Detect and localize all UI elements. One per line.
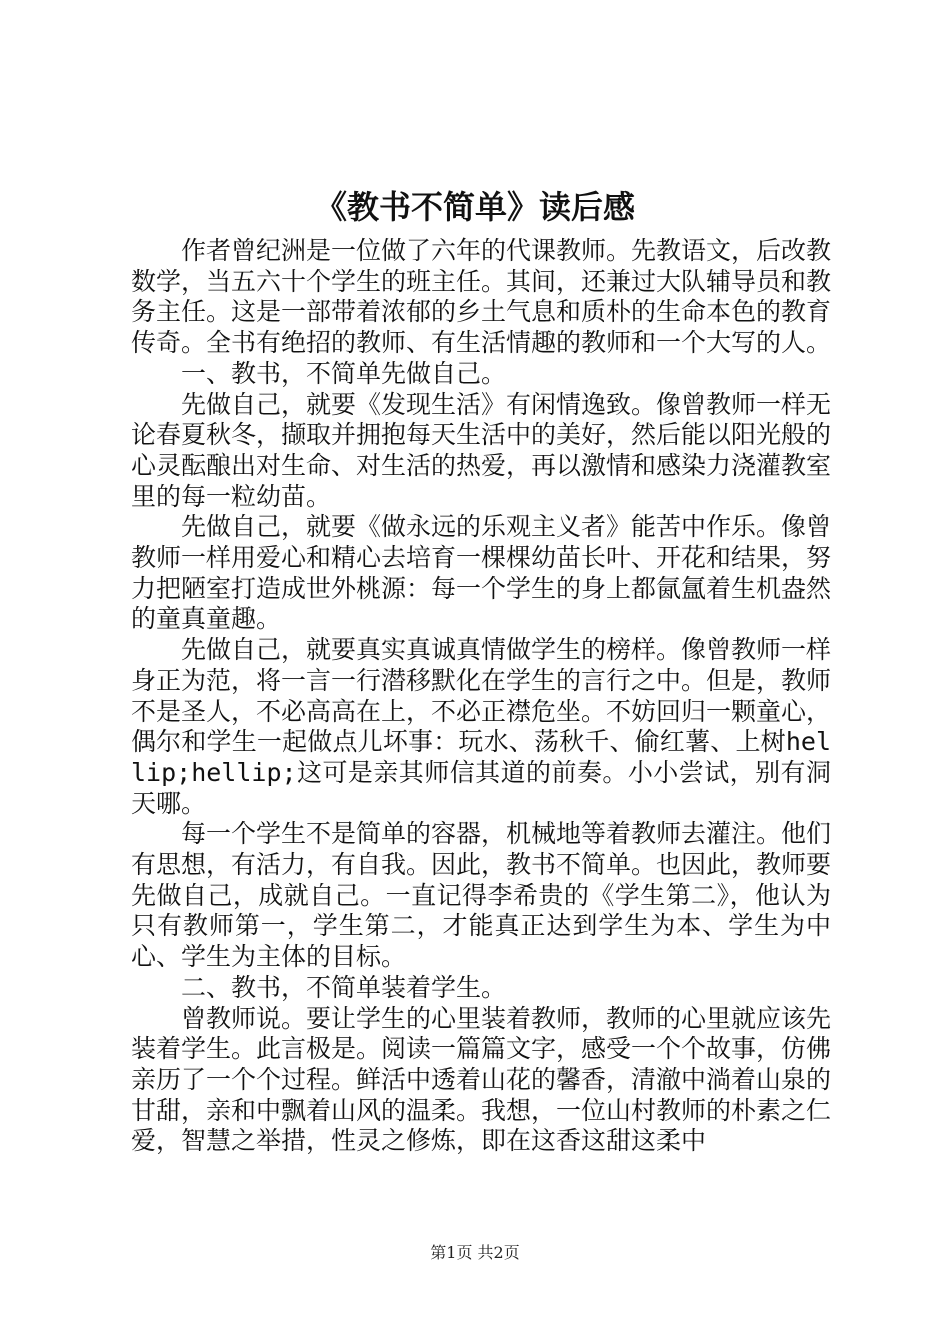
paragraph: 曾教师说。要让学生的心里装着教师，教师的心里就应该先装着学生。此言极是。阅读一篇篇文字，感受一个个故事，仿佛亲历了一个个过程。鲜活中透着山花的馨香，清澈中淌着山泉的甘甜，亲和中飘着山风的温柔。我想，一位山村教师的朴素之仁爱，智慧之举措，性灵之修炼，即在这香这甜这柔中	[131, 1003, 832, 1156]
section-heading: 二、教书，不简单装着学生。	[181, 972, 507, 1002]
document-body	[131, 236, 831, 1157]
page-number-footer: 第1页 共2页	[430, 1243, 520, 1262]
paragraph: 作者曾纪洲是一位做了六年的代课教师。先教语文，后改教数学，当五六十个学生的班主任。其间，还兼过大队辅导员和教务主任。这是一部带着浓郁的乡土气息和质朴的生命本色的教育传奇。全书有绝招的教师、有生活情趣的教师和一个大写的人。	[131, 236, 832, 358]
paragraph: 每一个学生不是简单的容器，机械地等着教师去灌注。他们有思想，有活力，有自我。因此，教书不简单。也因此，教师要先做自己，成就自己。一直记得李希贵的《学生第二》，他认为只有教师第一，学生第二，才能真正达到学生为本、学生为中心、学生为主体的目标。	[131, 819, 832, 972]
paragraph: 先做自己，就要《做永远的乐观主义者》能苦中作乐。像曾教师一样用爱心和精心去培育一棵棵幼苗长叶、开花和结果，努力把陋室打造成世外桃源：每一个学生的身上都氤氲着生机盎然的童真童趣。	[131, 512, 832, 634]
document-title: 《教书不简单》读后感	[314, 188, 635, 226]
paragraph: 先做自己，就要《发现生活》有闲情逸致。像曾教师一样无论春夏秋冬，撷取并拥抱每天生活中的美好，然后能以阳光般的心灵酝酿出对生命、对生活的热爱，再以激情和感染力浇灌教室里的每一粒幼苗。	[131, 389, 832, 511]
section-heading: 一、教书，不简单先做自己。	[181, 358, 507, 388]
paragraph: 先做自己，就要真实真诚真情做学生的榜样。像曾教师一样身正为范，将一言一行潜移默化在学生的言行之中。但是，教师不是圣人，不必高高在上，不必正襟危坐。不妨回归一颗童心，偶尔和学生一起做点儿坏事：玩水、荡秋千、偷红薯、上树hellip;hellip;这可是亲其师信其道的前奏。小小尝试，别有洞天哪。	[131, 635, 832, 818]
